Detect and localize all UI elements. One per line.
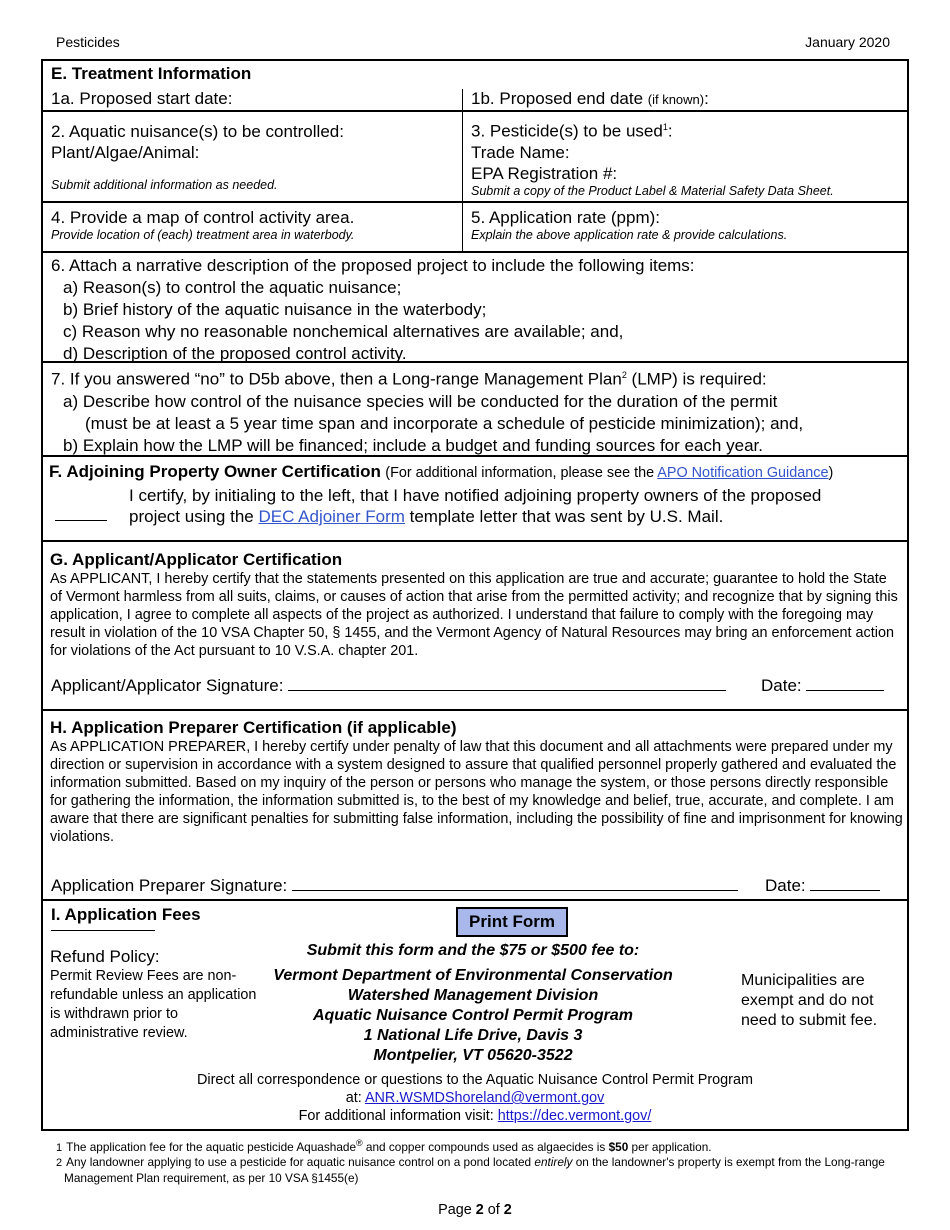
rate-label: 5. Application rate (ppm):: [471, 208, 660, 227]
address-line: 1 National Life Drive, Davis 3: [363, 1027, 583, 1044]
preparer-certification-text: As APPLICATION PREPARER, I hereby certify under penalty of law that this document and all attachments were prepared under my direction or supervision in accordance with a system designed to assure that qualified personnel properly gathered and evaluated the information submitted. Based on my inquiry of the person or persons who manage the system, or those persons directly responsible for gathering the information, the information submitted is, to the best of my knowledge and belief, true, accurate, and complete. I am aware that there are significant penalties for submitting false information, including the possibility of fine and imprisonment for knowing violations.: [50, 739, 903, 845]
address-line: Montpelier, VT 05620-3522: [373, 1047, 573, 1064]
applicant-signature-label: Applicant/Applicator Signature:: [51, 676, 284, 695]
apo-cert-line2: project using the DEC Adjoiner Form template letter that was sent by U.S. Mail.: [129, 507, 724, 526]
applicant-signature-row: [51, 673, 726, 696]
narrative-cell: [51, 255, 901, 363]
footnote-1: 1 The application fee for the aquatic pesticide Aquashade® and copper compounds used as algaecides is $50 per application.: [56, 1138, 712, 1154]
section-i: [43, 901, 907, 1129]
preparer-date-field[interactable]: [810, 873, 880, 891]
page-number: Page 2 of 2: [438, 1202, 512, 1218]
applicant-signature-field[interactable]: [288, 673, 726, 691]
apo-guidance-link[interactable]: APO Notification Guidance: [657, 465, 829, 481]
lmp-label: 7. If you answered “no” to D5b above, then a Long-range Management Plan$^2$ (LMP) is required:: [51, 369, 767, 389]
lmp-item-a: a) Describe how control of the nuisance species will be conducted for the duration of the permit: [63, 391, 778, 411]
narrative-item: c) Reason why no reasonable nonchemical alternatives are available; and,: [63, 322, 624, 341]
contact-email-line: at: ANR.WSMDShoreland@vermont.gov: [345, 1090, 605, 1106]
section-e-q7-row: [43, 363, 907, 457]
section-e-title: E. Treatment Information: [51, 64, 252, 83]
end-date-label: 1b. Proposed end date (if known):: [471, 89, 709, 108]
narrative-item: b) Brief history of the aquatic nuisance in the waterbody;: [63, 300, 487, 319]
start-date-label: 1a. Proposed start date:: [51, 89, 233, 108]
pesticide-cell: [471, 112, 901, 201]
contact-email-link[interactable]: ANR.WSMDShoreland@vermont.gov: [364, 1090, 605, 1106]
section-e-dates-row: [43, 61, 907, 112]
address-line: Vermont Department of Environmental Conservation: [273, 967, 673, 984]
apo-cert-line1: I certify, by initialing to the left, that I have notified adjoining property owners of the proposed: [129, 486, 822, 505]
preparer-signature-field[interactable]: [292, 873, 738, 891]
narrative-item: a) Reason(s) to control the aquatic nuisance;: [63, 278, 402, 297]
applicant-date-row: [761, 673, 884, 696]
contact-line: Direct all correspondence or questions to the Aquatic Nuisance Control Permit Program: [197, 1072, 753, 1088]
apo-note: (For additional information, please see the APO Notification Guidance): [385, 465, 834, 481]
rate-note: Explain the above application rate & provide calculations.: [471, 228, 788, 242]
pesticide-note: Submit a copy of the Product Label & Material Safety Data Sheet.: [471, 183, 834, 198]
section-e-q4-q5-row: [43, 203, 907, 253]
section-e-q2-q3-row: [43, 112, 907, 203]
map-note: Provide location of (each) treatment area in waterbody.: [51, 228, 355, 242]
preparer-signature-label: Application Preparer Signature:: [51, 876, 288, 895]
mailing-address: [263, 966, 683, 1066]
section-h: [43, 711, 907, 901]
applicant-date-label: Date:: [761, 676, 802, 695]
refund-policy: [50, 946, 260, 1043]
refund-policy-title: Refund Policy:: [50, 947, 160, 966]
preparer-date-row: [765, 873, 880, 896]
lmp-item-b: b) Explain how the LMP will be financed; include a budget and funding sources for each year.: [63, 435, 763, 455]
section-f: [43, 457, 907, 542]
applicant-date-field[interactable]: [806, 673, 884, 691]
contact-info: [43, 1071, 907, 1125]
lmp-item-a-cont: (must be at least a 5 year time span and incorporate a schedule of pesticide minimization); and,: [85, 413, 804, 433]
municipalities-note: Municipalities are exempt and do not need to submit fee.: [741, 972, 878, 1029]
section-g: [43, 542, 907, 711]
epa-registration-label: EPA Registration #:: [471, 163, 618, 183]
nuisance-note: Submit additional information as needed.: [51, 178, 278, 192]
lmp-cell: [51, 364, 905, 456]
nuisance-cell: [51, 112, 456, 201]
submit-instruction: Submit this form and the $75 or $500 fee to:: [306, 942, 640, 959]
narrative-item: d) Description of the proposed control activity.: [63, 344, 407, 363]
preparer-date-label: Date:: [765, 876, 806, 895]
section-i-title-rule: [51, 930, 155, 931]
dec-website-link[interactable]: https://dec.vermont.gov/: [497, 1108, 652, 1124]
plant-algae-animal-label: Plant/Algae/Animal:: [51, 143, 200, 162]
contact-url-line: For additional information visit: https://dec.vermont.gov/: [298, 1108, 652, 1124]
applicant-certification-text: As APPLICANT, I hereby certify that the statements presented on this application are true and accurate; guarantee to hold the State of Vermont harmless from all suits, claims, or causes of action that arise from the permitted activity; and recognize that by signing this application, I agree to complete all aspects of the project as authorized. I understand that failure to comply with the foregoing may result in violation of the 10 VSA Chapter 50, § 1455, and the Vermont Agency of Natural Resources may bring an enforcement action for violations of the Act pursuant to 10 V.S.A. chapter 201.: [50, 571, 898, 659]
application-form: [41, 59, 909, 1131]
trade-name-label: Trade Name:: [471, 142, 570, 162]
section-e-q6-row: [43, 253, 907, 363]
footnote-2: 2 Any landowner applying to use a pesticide for aquatic nuisance control on a pond located entirely on the landowner's property is exempt from the Long-range Management Plan requirement, as per 10 VSA §1455(e): [56, 1155, 885, 1185]
section-g-title: G. Applicant/Applicator Certification: [50, 550, 343, 569]
section-i-title: I. Application Fees: [51, 905, 201, 924]
section-h-title: H. Application Preparer Certification (if applicable): [50, 718, 457, 737]
address-line: Watershed Management Division: [347, 987, 599, 1004]
initials-field[interactable]: [55, 503, 107, 521]
dec-adjoiner-form-link[interactable]: DEC Adjoiner Form: [258, 507, 405, 526]
map-label: 4. Provide a map of control activity area.: [51, 208, 355, 227]
refund-policy-text: Permit Review Fees are non-refundable unless an application is withdrawn prior to administrative review.: [50, 968, 257, 1041]
map-cell: [51, 203, 456, 251]
address-line: Aquatic Nuisance Control Permit Program: [312, 1007, 634, 1024]
header-right: January 2020: [805, 34, 890, 50]
narrative-label: 6. Attach a narrative description of the proposed project to include the following items:: [51, 256, 695, 275]
section-f-title: F. Adjoining Property Owner Certification: [49, 462, 381, 481]
print-form-button[interactable]: Print Form: [456, 907, 568, 937]
pesticide-label: 3. Pesticide(s) to be used$^1$:: [471, 121, 673, 141]
nuisance-label: 2. Aquatic nuisance(s) to be controlled:: [51, 122, 344, 141]
header-left: Pesticides: [56, 34, 120, 50]
section-f-heading: [49, 461, 833, 482]
preparer-signature-row: [51, 873, 738, 896]
rate-cell: [471, 203, 901, 251]
